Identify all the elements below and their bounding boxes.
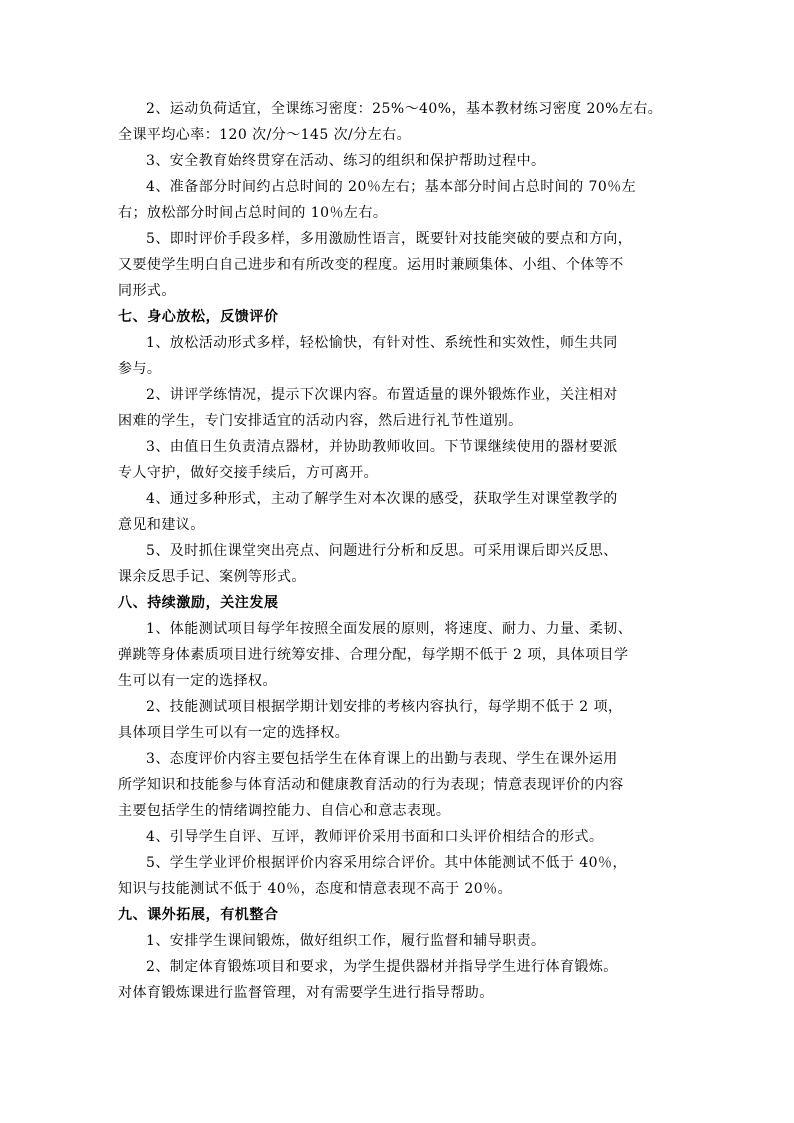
paragraph-line: 参与。: [118, 361, 162, 377]
paragraph-line: 5、及时抓住课堂突出亮点、问题进行分析和反思。可采用课后即兴反思、: [146, 543, 618, 559]
paragraph-line: 3、由值日生负责清点器材，并协助教师收回。下节课继续使用的器材要派: [146, 439, 618, 455]
paragraph-line: 5、即时评价手段多样，多用激励性语言，既要针对技能突破的要点和方向，: [146, 231, 633, 247]
paragraph-line: 专人守护，做好交接手续后，方可离开。: [118, 465, 379, 481]
paragraph-line: 所学知识和技能参与体育活动和健康教育活动的行为表现；情意表现评价的内容: [118, 777, 624, 793]
paragraph-line: 主要包括学生的情绪调控能力、自信心和意志表现。: [118, 803, 451, 819]
paragraph-line: 2、技能测试项目根据学期计划安排的考核内容执行，每学期不低于 2 项，: [146, 699, 623, 715]
paragraph-line: 1、体能测试项目每学年按照全面发展的原则，将速度、耐力、力量、柔韧、: [146, 621, 633, 637]
section-heading: 八、持续激励，关注发展: [118, 595, 279, 611]
paragraph-line: 4、准备部分时间约占总时间的 20％左右；基本部分时间占总时间的 70％左: [146, 179, 637, 195]
paragraph-line: 具体项目学生可以有一定的选择权。: [118, 725, 350, 741]
paragraph-line: 3、态度评价内容主要包括学生在体育课上的出勤与表现、学生在课外运用: [146, 751, 618, 767]
paragraph-line: 意见和建议。: [118, 517, 205, 533]
document-page: [118, 96, 688, 1006]
paragraph-line: 3、安全教育始终贯穿在活动、练习的组织和保护帮助过程中。: [146, 153, 546, 169]
paragraph-line: 对体育锻炼课进行监督管理，对有需要学生进行指导帮助。: [118, 985, 494, 1001]
paragraph-line: 右；放松部分时间占总时间的 10％左右。: [118, 205, 388, 221]
paragraph-line: 困难的学生，专门安排适宜的活动内容，然后进行礼节性道别。: [118, 413, 523, 429]
section-heading: 九、课外拓展，有机整合: [118, 907, 279, 923]
paragraph-line: 全课平均心率：120 次/分～145 次/分左右。: [118, 127, 412, 143]
paragraph-line: 2、运动负荷适宜，全课练习密度：25%～40%，基本教材练习密度 20%左右。: [146, 101, 663, 117]
paragraph-line: 1、安排学生课间锻炼，做好组织工作，履行监督和辅导职责。: [146, 933, 546, 949]
paragraph-line: 1、放松活动形式多样，轻松愉快，有针对性、系统性和实效性，师生共同: [146, 335, 618, 351]
paragraph-line: 4、引导学生自评、互评，教师评价采用书面和口头评价相结合的形式。: [146, 829, 604, 845]
paragraph-line: 2、讲评学练情况，提示下次课内容。布置适量的课外锻炼作业，关注相对: [146, 387, 618, 403]
paragraph-line: 弹跳等身体素质项目进行统筹安排、合理分配，每学期不低于 2 项，具体项目学: [118, 647, 629, 663]
section-heading: 七、身心放松，反馈评价: [118, 309, 279, 325]
paragraph-line: 生可以有一定的选择权。: [118, 673, 277, 689]
paragraph-line: 4、通过多种形式，主动了解学生对本次课的感受，获取学生对课堂教学的: [146, 491, 618, 507]
paragraph-line: 2、制定体育锻炼项目和要求，为学生提供器材并指导学生进行体育锻炼。: [146, 959, 618, 975]
paragraph-line: 5、学生学业评价根据评价内容采用综合评价。其中体能测试不低于 40％，: [146, 855, 627, 871]
paragraph-line: 同形式。: [118, 283, 176, 299]
paragraph-line: 又要使学生明白自己进步和有所改变的程度。运用时兼顾集体、小组、个体等不: [118, 257, 624, 273]
paragraph-line: 课余反思手记、案例等形式。: [118, 569, 306, 585]
paragraph-line: 知识与技能测试不低于 40％，态度和情意表现不高于 20％。: [118, 881, 513, 897]
